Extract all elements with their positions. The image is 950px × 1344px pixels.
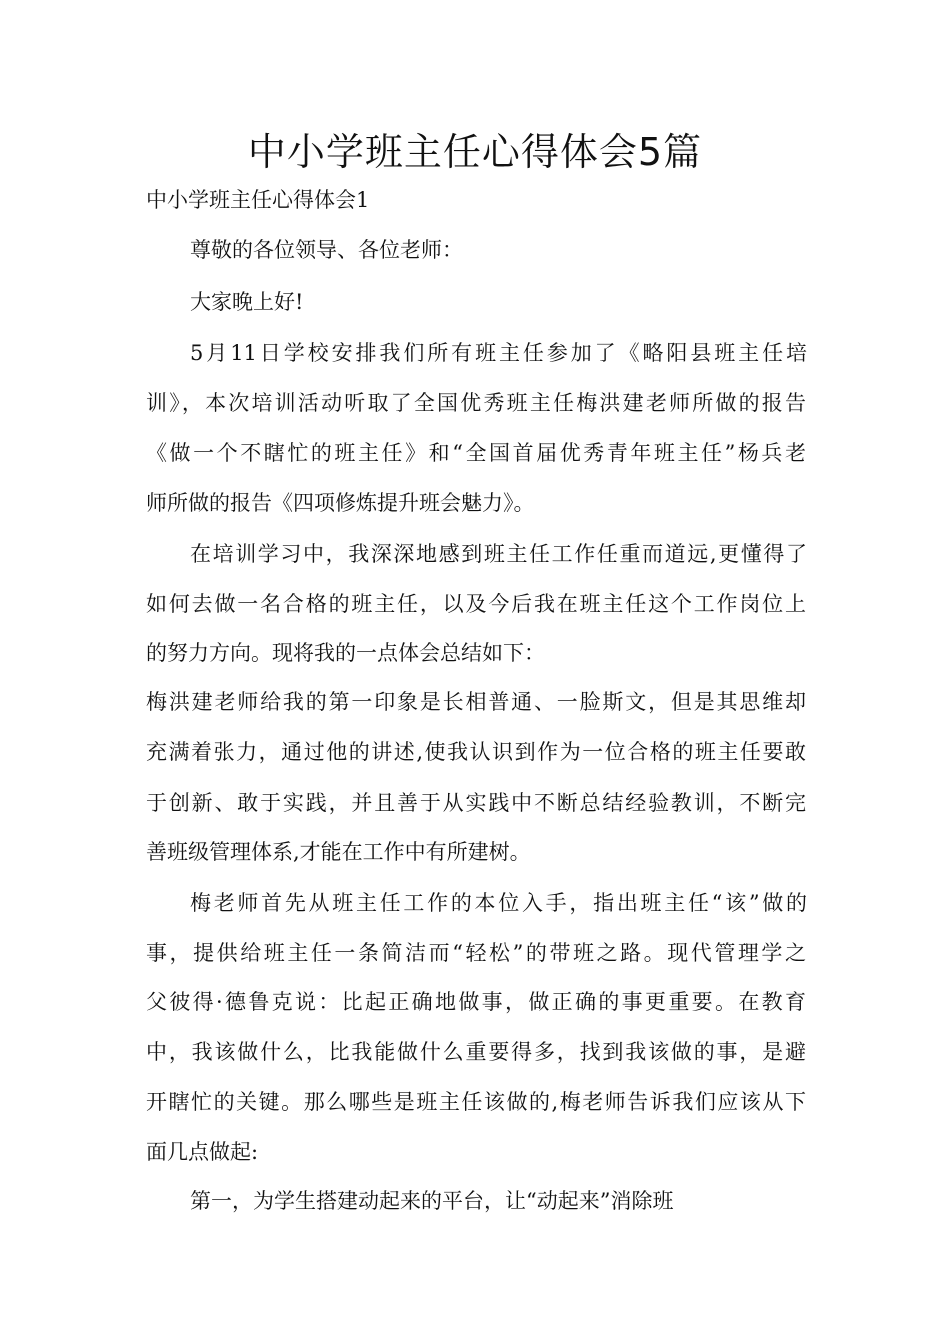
- paragraph-line: 事，提供给班主任一条简洁而“轻松”的带班之路。现代管理学之: [146, 941, 806, 965]
- paragraph-line: 梅老师首先从班主任工作的本位入手，指出班主任“该”做的: [190, 891, 807, 915]
- paragraph-line: 充满着张力，通过他的讲述,使我认识到作为一位合格的班主任要敢: [146, 740, 806, 764]
- paragraph-line: 中，我该做什么，比我能做什么重要得多，找到我该做的事，是避: [146, 1040, 806, 1064]
- paragraph-line: 训》，本次培训活动听取了全国优秀班主任梅洪建老师所做的报告: [146, 391, 806, 415]
- paragraph-line: 《做一个不瞎忙的班主任》和“全国首届优秀青年班主任”杨兵老: [146, 441, 806, 465]
- paragraph-line: 于创新、敢于实践，并且善于从实践中不断总结经验教训，不断完: [146, 791, 806, 815]
- document-title: 中小学班主任心得体会5篇: [247, 130, 703, 174]
- paragraph-line: 5月11日学校安排我们所有班主任参加了《略阳县班主任培: [190, 341, 807, 365]
- paragraph-line: 开瞎忙的关键。那么哪些是班主任该做的,梅老师告诉我们应该从下: [146, 1090, 806, 1114]
- paragraph-line: 梅洪建老师给我的第一印象是长相普通、一脸斯文，但是其思维却: [146, 690, 806, 714]
- paragraph-line: 如何去做一名合格的班主任，以及今后我在班主任这个工作岗位上: [146, 592, 806, 616]
- paragraph-line: 在培训学习中，我深深地感到班主任工作任重而道远,更懂得了: [190, 542, 807, 566]
- paragraph-line: 的努力方向。现将我的一点体会总结如下：: [146, 641, 545, 665]
- paragraph-line: 父彼得·德鲁克说：比起正确地做事，做正确的事更重要。在教育: [146, 990, 806, 1014]
- paragraph-line: 尊敬的各位领导、各位老师：: [190, 238, 463, 262]
- paragraph-line: 大家晚上好!: [190, 290, 304, 314]
- section-heading: 中小学班主任心得体会1: [146, 188, 370, 212]
- paragraph-line: 师所做的报告《四项修炼提升班会魅力》。: [146, 491, 535, 515]
- paragraph-line: 面几点做起:: [146, 1140, 259, 1164]
- paragraph-line: 善班级管理体系,才能在工作中有所建树。: [146, 840, 531, 864]
- paragraph-line: 第一，为学生搭建动起来的平台，让“动起来”消除班: [190, 1189, 674, 1213]
